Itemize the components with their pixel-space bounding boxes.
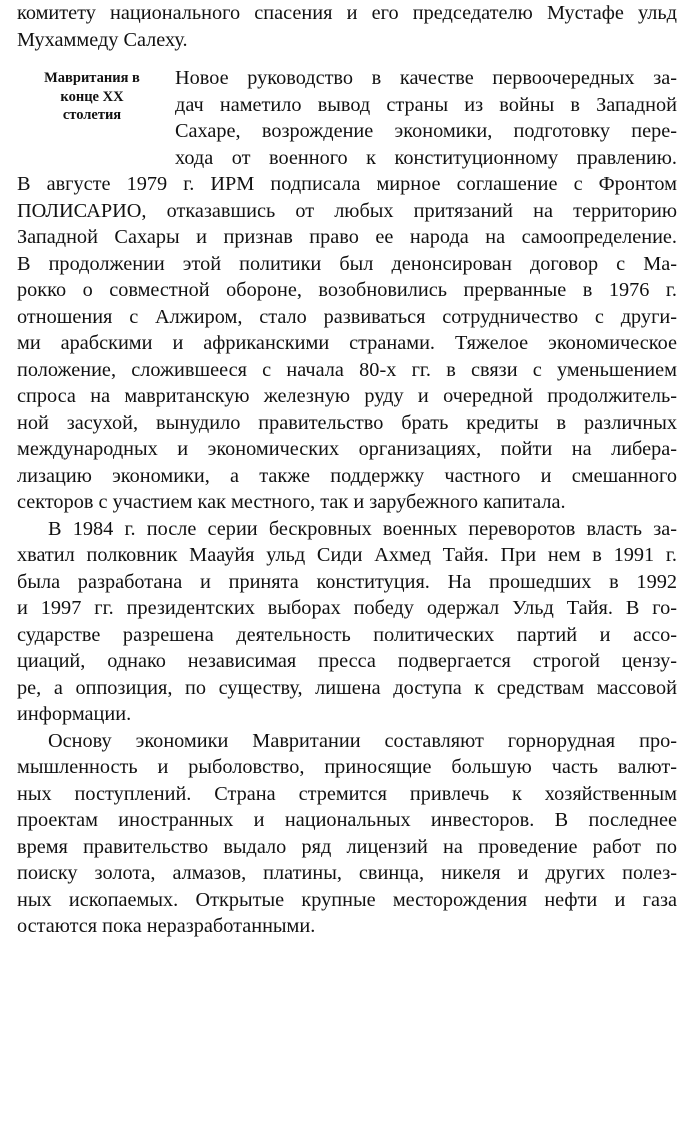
text-line: хватил полковник Маауйя ульд Сиди Ахмед Тайя. При нем в 1991 г. — [17, 544, 677, 566]
text-line: и 1997 гг. президентских выборах победу одержал Ульд Тайя. В го- — [17, 597, 677, 619]
margin-heading-line: конце XX — [60, 88, 124, 105]
text-line: поиску золота, алмазов, платины, свинца, никеля и других полез- — [17, 862, 677, 884]
text-line: время правительство выдало ряд лицензий на проведение работ по — [17, 835, 677, 858]
text-line: ной засухой, вынудило правительство брать кредиты в различных — [17, 411, 677, 434]
text-line: остаются пока неразработанными. — [17, 915, 316, 937]
text-line: ре, а оппозиция, по существу, лишена доступа к средствам массовой — [17, 676, 677, 699]
text-line: международных и экономических организациях, пойти на либера- — [17, 438, 677, 460]
paragraph-2 — [17, 516, 677, 728]
margin-heading-line: Мавритания в — [44, 70, 140, 86]
text-line: хода от военного к конституционному правлению. — [175, 146, 677, 169]
text-line: сударстве разрешена деятельность политических партий и ассо- — [17, 623, 677, 646]
text-line: Мухаммеду Салеху. — [17, 28, 188, 51]
text-line: Основу экономики Мавритании составляют горнорудная про- — [48, 729, 677, 752]
text-line: Западной Сахары и признав право ее народа на самоопределение. — [17, 226, 677, 248]
section-mauritania — [17, 65, 677, 171]
paragraph-3 — [17, 728, 677, 940]
text-line: В 1984 г. после серии бескровных военных переворотов власть за- — [48, 517, 677, 540]
margin-heading-line: столетия — [62, 107, 122, 123]
book-page — [17, 0, 677, 940]
text-line: ных поступлений. Страна стремится привлечь к хозяйственным — [17, 782, 677, 805]
text-line: лизацию экономики, а также поддержку частного и смешанного — [17, 464, 677, 487]
text-line: проектам иностранных и национальных инвесторов. В последнее — [17, 809, 677, 831]
text-line: спроса на мавританскую железную руду и очередной продолжитель- — [17, 385, 677, 407]
text-line: рокко о совместной обороне, возобновились прерванные в 1976 г. — [17, 279, 677, 301]
text-line: В продолжении этой политики был денонсирован договор с Ма- — [17, 252, 677, 275]
text-line: секторов с участием как местного, так и зарубежного капитала. — [17, 491, 566, 513]
text-line: ных ископаемых. Открытые крупные месторождения нефти и газа — [17, 888, 677, 911]
text-line: ми арабскими и африканскими странами. Тяжелое экономическое — [17, 332, 677, 354]
text-line: комитету национального спасения и его председателю Мустафе ульд — [17, 2, 677, 24]
text-line: Новое руководство в качестве первоочередных за- — [175, 67, 677, 89]
text-line: Сахаре, возрождение экономики, подготовку пере- — [175, 120, 677, 142]
text-line: информации. — [17, 703, 132, 725]
paragraph-1 — [17, 171, 677, 516]
text-line: положение, сложившееся с начала 80-х гг. в связи с уменьшением — [17, 358, 677, 381]
intro-paragraph — [17, 0, 677, 53]
text-line: дач наметило вывод страны из войны в Западной — [175, 93, 677, 116]
text-line: ПОЛИСАРИО, отказавшись от любых притязаний на территорию — [17, 199, 677, 222]
text-line: циаций, однако независимая пресса подвергается строгой цензу- — [17, 650, 677, 672]
text-line: мышленность и рыболовство, приносящие большую часть валют- — [17, 756, 677, 778]
text-line: отношения с Алжиром, стало развиваться сотрудничество с други- — [17, 305, 677, 328]
paragraph-1-side — [175, 65, 677, 171]
text-line: В августе 1979 г. ИРМ подписала мирное соглашение с Фронтом — [17, 173, 677, 195]
text-line: была разработана и принята конституция. На прошедших в 1992 — [17, 570, 677, 593]
margin-heading — [17, 69, 167, 125]
